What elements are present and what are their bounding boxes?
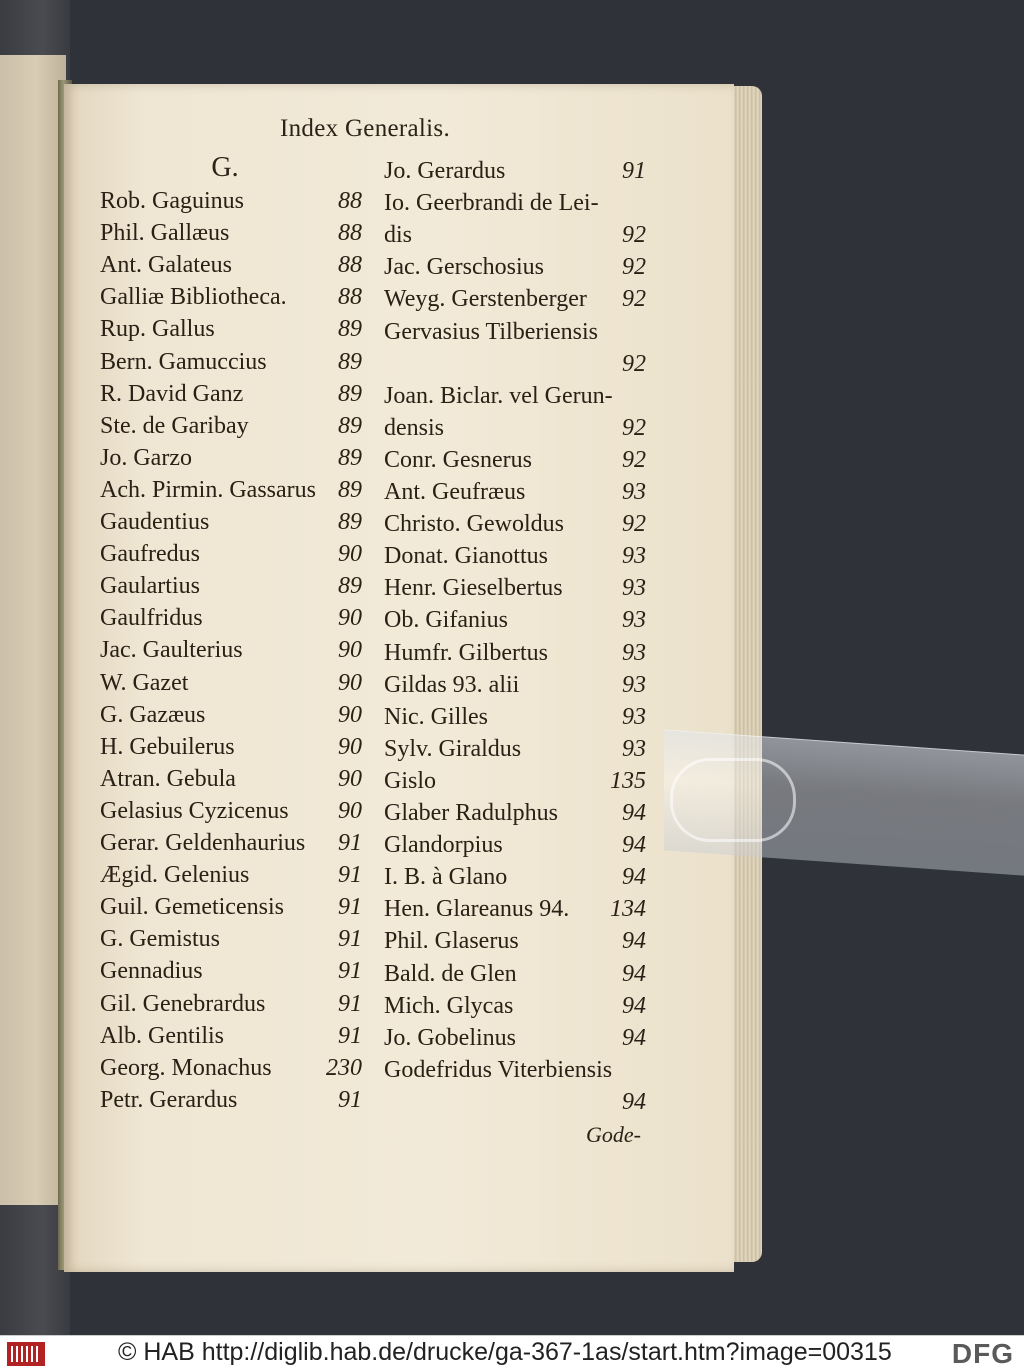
index-entry-page: 94 [622, 960, 646, 987]
index-entry-page: 92 [622, 414, 646, 441]
index-entry [384, 383, 646, 413]
index-entry [100, 188, 362, 218]
index-entry-name: Gaulfridus [100, 605, 203, 632]
index-entry-name: dis [384, 222, 413, 249]
index-entry-page: 94 [622, 832, 646, 859]
hab-logo-icon [6, 1340, 46, 1368]
index-entry-page: 92 [622, 254, 646, 281]
index-entry-name: Gil. Genebrardus [100, 990, 266, 1017]
index-entry-name: Gerar. Geldenhaurius [100, 830, 306, 856]
index-entry [100, 1023, 362, 1053]
footer-bar [0, 1335, 1024, 1372]
index-entry-name: Alb. Gentilis [100, 1022, 224, 1049]
index-entry-name: Jo. Gerardus [384, 158, 506, 184]
index-entry-page: 90 [338, 797, 362, 824]
index-entry [100, 381, 362, 411]
index-entry [100, 637, 362, 667]
index-entry-name: Jo. Gobelinus [384, 1024, 516, 1051]
index-entry-page: 90 [338, 669, 362, 696]
index-entry [384, 254, 646, 284]
index-entry-name: H. Gebuilerus [100, 733, 235, 760]
index-entry-page: 89 [338, 573, 362, 600]
index-entry [100, 670, 362, 700]
index-entry [100, 926, 362, 956]
index-entry-name: Henr. Gieselbertus [384, 575, 563, 602]
index-entry-name: Ant. Galateus [100, 252, 232, 279]
index-entry [100, 316, 362, 346]
index-entry [384, 864, 646, 894]
index-entry-page: 91 [338, 862, 362, 889]
section-letter: G. [211, 152, 239, 183]
index-entry [100, 252, 362, 282]
index-entry-page: 90 [338, 733, 362, 760]
previous-page-fragment [0, 55, 66, 1205]
index-entry [100, 991, 362, 1021]
index-entry-name: Jac. Gaulterius [100, 637, 243, 664]
index-entry-page: 93 [622, 671, 646, 698]
index-entry-page: 92 [622, 350, 646, 377]
index-entry-page: 88 [338, 252, 362, 279]
index-entry [384, 993, 646, 1023]
index-entry-page: 91 [338, 830, 362, 856]
index-entry [384, 190, 646, 220]
index-entry-name: Weyg. Gerstenberger [384, 286, 587, 313]
index-entry [384, 158, 646, 188]
index-entry [384, 800, 646, 830]
index-entry-page: 93 [622, 575, 646, 602]
index-entry-name: G. Gazæus [100, 701, 206, 728]
index-entry [100, 830, 362, 860]
index-entry [384, 640, 646, 670]
index-entry-page: 92 [622, 446, 646, 473]
index-entry-page: 91 [338, 926, 362, 953]
index-entry [100, 284, 362, 314]
index-entry-page: 93 [622, 607, 646, 634]
index-entry-name: R. David Ganz [100, 380, 244, 407]
index-entry-page: 91 [338, 1022, 362, 1049]
index-entry-name: G. Gemistus [100, 926, 220, 953]
index-entry [100, 477, 362, 507]
index-entry-name: W. Gazet [100, 669, 189, 696]
catchword: Gode- [586, 1122, 641, 1147]
index-entry [384, 961, 646, 991]
index-entry [384, 543, 646, 573]
index-entry [100, 702, 362, 732]
index-entry-page: 134 [610, 896, 646, 923]
index-entry [384, 607, 646, 637]
index-entry-name: Nic. Gilles [384, 703, 488, 730]
index-entry [384, 1025, 646, 1055]
index-entry-name: Galliæ Bibliotheca. [100, 284, 287, 311]
index-entry-name: Jac. Gerschosius [384, 254, 544, 281]
index-entry-page: 91 [338, 990, 362, 1017]
index-entry [384, 672, 646, 702]
index-entry [384, 479, 646, 509]
index-entry-name: Phil. Gallæus [100, 220, 230, 247]
index-entry-page: 93 [622, 703, 646, 730]
index-entry-page: 93 [622, 735, 646, 762]
index-entry [384, 1057, 646, 1087]
index-entry [100, 894, 362, 924]
index-entry-name: Rob. Gaguinus [100, 188, 244, 214]
index-entry [100, 413, 362, 443]
index-entry-name: densis [384, 414, 444, 441]
index-entry [100, 958, 362, 988]
index-entry-name: Gaufredus [100, 541, 200, 568]
index-entry [384, 768, 646, 798]
index-entry-name: Gaudentius [100, 509, 210, 535]
index-entry-name: Donat. Gianottus [384, 543, 548, 570]
index-entry [384, 286, 646, 316]
index-entry-page: 91 [338, 958, 362, 985]
index-entry-name: Ægid. Gelenius [100, 862, 250, 889]
index-entry-name: Godefridus Viterbiensis [384, 1056, 613, 1083]
index-entry-page: 230 [326, 1054, 362, 1081]
index-entry-name: Atran. Gebula [100, 765, 236, 792]
index-entry-page: 89 [338, 444, 362, 471]
index-entry-page: 135 [610, 767, 646, 794]
index-entry [384, 415, 646, 445]
index-entry-page: 93 [622, 639, 646, 666]
index-entry-name: Georg. Monachus [100, 1054, 272, 1081]
index-entry-page: 94 [622, 928, 646, 955]
index-entry-name: Ste. de Garibay [100, 412, 249, 439]
index-entry-name: Bald. de Glen [384, 960, 517, 987]
index-entry [100, 734, 362, 764]
index-entry [100, 573, 362, 603]
index-entry [384, 319, 646, 349]
index-entry [100, 862, 362, 892]
index-entry-page: 90 [338, 541, 362, 568]
index-entry-name: Glandorpius [384, 832, 503, 859]
index-entry-page: 89 [338, 509, 362, 535]
index-entry-name: Rup. Gallus [100, 316, 215, 343]
index-entry-page: 94 [622, 1088, 646, 1115]
index-entry-name: Conr. Gesnerus [384, 446, 532, 473]
index-entry-page: 89 [338, 412, 362, 439]
index-entry-name: Sylv. Giraldus [384, 735, 522, 762]
index-entry-page: 91 [338, 1086, 362, 1113]
index-entry-name: Gislo [384, 767, 437, 794]
index-entry-name: Io. Geerbrandi de Lei- [384, 190, 599, 217]
index-entry-name: Mich. Glycas [384, 992, 514, 1019]
running-head: Index Generalis. [279, 115, 450, 142]
index-entry [384, 575, 646, 605]
index-entry [100, 766, 362, 796]
index-entry [384, 511, 646, 541]
index-entry-page: 90 [338, 765, 362, 792]
index-entry-page: 89 [338, 476, 362, 503]
index-entry-page: 90 [338, 637, 362, 664]
index-entry-name: Gervasius Tilberiensis [384, 318, 599, 345]
index-entry-page: 92 [622, 222, 646, 249]
index-entry-name: Ob. Gifanius [384, 607, 508, 634]
index-entry [384, 704, 646, 734]
index-entry [100, 220, 362, 250]
index-entry-name: Humfr. Gilbertus [384, 639, 548, 666]
index-entry-name: Ant. Geufræus [384, 479, 526, 505]
index-entry-page: 93 [622, 543, 646, 570]
index-entry-name: I. B. à Glano [384, 864, 508, 891]
index-entry-page: 88 [338, 220, 362, 247]
index-entry-name: Petr. Gerardus [100, 1086, 238, 1113]
index-entry-page: 94 [622, 992, 646, 1019]
index-entry-page: 89 [338, 348, 362, 375]
index-entry-page: 94 [622, 864, 646, 891]
dfg-logo: DFG [951, 1338, 1014, 1369]
index-entry-page: 91 [338, 894, 362, 921]
index-entry-page: 89 [338, 316, 362, 343]
index-entry [100, 541, 362, 571]
index-entry-page: 93 [622, 479, 646, 505]
index-entry [384, 447, 646, 477]
index-entry-name: Phil. Glaserus [384, 928, 519, 955]
index-entry-name: Guil. Gemeticensis [100, 894, 284, 921]
index-entry-name: Glaber Radulphus [384, 800, 558, 826]
clip-loop [670, 758, 796, 842]
index-entry [384, 832, 646, 862]
index-entry-name: Gildas 93. alii [384, 671, 520, 698]
index-entry-page: 92 [622, 511, 646, 538]
index-entry [100, 1055, 362, 1085]
index-entry-page: 90 [338, 701, 362, 728]
index-entry-name: Bern. Gamuccius [100, 348, 267, 375]
index-entry-page: 90 [338, 605, 362, 632]
index-entry-name: Hen. Glareanus 94. [384, 896, 570, 923]
index-entry [384, 1089, 646, 1119]
index-entry [100, 605, 362, 635]
index-entry [384, 351, 646, 381]
index-entry-page: 88 [338, 188, 362, 214]
index-entry-page: 88 [338, 284, 362, 311]
index-entry [100, 798, 362, 828]
index-entry [100, 1087, 362, 1117]
footer-copyright-link[interactable]: © HAB http://diglib.hab.de/drucke/ga-367-1as/start.htm?image=00315 [118, 1338, 892, 1366]
index-entry-page: 89 [338, 380, 362, 407]
index-entry [100, 509, 362, 539]
index-entry-name: Christo. Gewoldus [384, 511, 564, 538]
index-entry [384, 928, 646, 958]
index-entry-page: 94 [622, 1024, 646, 1051]
index-entry-page: 92 [622, 286, 646, 313]
index-entry-name: Gennadius [100, 958, 203, 985]
index-entry-name: Jo. Garzo [100, 444, 192, 471]
index-entry [384, 896, 646, 926]
index-entry-name: Gaulartius [100, 573, 200, 600]
index-entry [384, 736, 646, 766]
index-entry-page: 94 [622, 800, 646, 826]
index-entry [384, 222, 646, 252]
index-entry-name: Joan. Biclar. vel Gerun- [384, 382, 613, 409]
index-entry-page: 91 [622, 158, 646, 184]
index-entry-name: Ach. Pirmin. Gassarus [100, 476, 316, 503]
index-entry [100, 445, 362, 475]
index-entry-name: Gelasius Cyzicenus [100, 797, 289, 824]
index-entry [100, 349, 362, 379]
